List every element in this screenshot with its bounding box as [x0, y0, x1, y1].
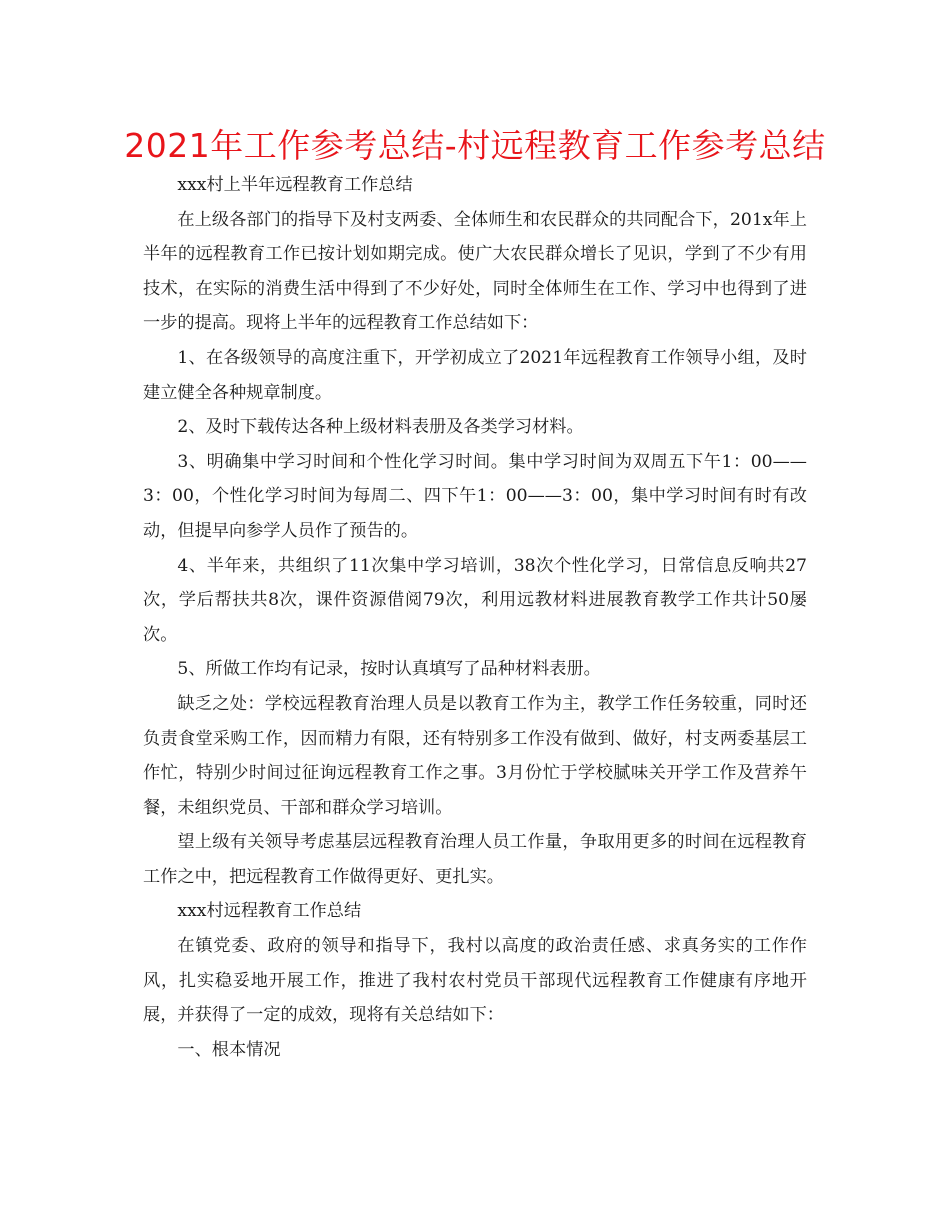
section-heading: xxx村上半年远程教育工作总结 — [177, 175, 413, 195]
body-paragraph: 在镇党委、政府的领导和指导下，我村以高度的政治责任感、求真务实的工作作风，扎实稳妥地开展工作，推进了我村农村党员干部现代远程教育工作健康有序地开展，并获得了一定的成效，现将有关总结如下： — [143, 936, 807, 1026]
list-item: 3、明确集中学习时间和个性化学习时间。集中学习时间为双周五下午1：00——3：00，个性化学习时间为每周二、四下午1：00——3：00，集中学习时间有时有改动，但提早向参学人员作了预告的。 — [143, 451, 807, 541]
document-body — [143, 168, 807, 1067]
body-paragraph: 在上级各部门的指导下及村支两委、全体师生和农民群众的共同配合下，201x年上半年的远程教育工作已按计划如期完成。使广大农民群众增长了见识，学到了不少有用技术，在实际的消费生活中得到了不少好处，同时全体师生在工作、学习中也得到了进一步的提高。现将上半年的远程教育工作总结如下： — [143, 209, 807, 334]
body-paragraph: 缺乏之处：学校远程教育治理人员是以教育工作为主，教学工作任务较重，同时还负责食堂采购工作，因而精力有限，还有特别多工作没有做到、做好，村支两委基层工作忙，特别少时间过征询远程教育工作之事。3月份忙于学校腻味关开学工作及营养午餐，未组织党员、干部和群众学习培训。 — [143, 693, 807, 818]
list-item: 4、半年来，共组织了11次集中学习培训，38次个性化学习，日常信息反响共27次，学后帮扶共8次，课件资源借阅79次，利用远教材料进展教育教学工作共计50屡次。 — [143, 555, 807, 645]
list-item: 5、所做工作均有记录，按时认真填写了品种材料表册。 — [177, 659, 601, 680]
list-item: 1、在各级领导的高度注重下，开学初成立了2021年远程教育工作领导小组，及时建立健全各种规章制度。 — [143, 347, 807, 403]
section-heading: 一、根本情况 — [177, 1039, 281, 1060]
section-heading: xxx村远程教育工作总结 — [177, 901, 362, 922]
list-item: 2、及时下载传达各种上级材料表册及各类学习材料。 — [177, 417, 584, 438]
document-title: 2021年工作参考总结-村远程教育工作参考总结 — [124, 126, 826, 165]
body-paragraph: 望上级有关领导考虑基层远程教育治理人员工作量，争取用更多的时间在远程教育工作之中，把远程教育工作做得更好、更扎实。 — [143, 832, 807, 887]
